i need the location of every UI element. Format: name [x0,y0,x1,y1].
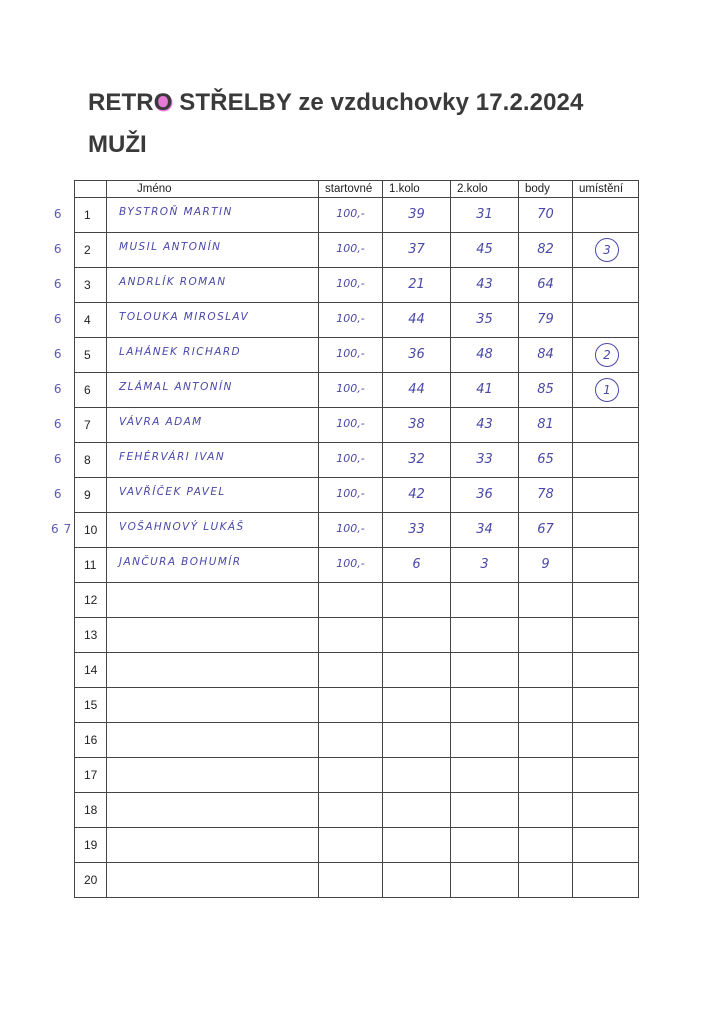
points-cell [519,303,573,338]
points-cell [519,478,573,513]
name-cell [107,863,319,898]
margin-note: 6 [53,487,63,501]
page-title [88,88,583,118]
entry-fee: 100,- [336,207,365,220]
table-row [75,863,639,898]
name-cell [107,618,319,653]
table-row [75,233,639,268]
points-cell [519,408,573,443]
points-cell [519,338,573,373]
fee-cell [319,478,383,513]
fee-cell [319,373,383,408]
round1-cell [383,443,451,478]
round2-cell [451,198,519,233]
round2-score: 33 [476,452,493,467]
name-cell [107,198,319,233]
row-number-cell [53,233,107,268]
row-number: 6 [84,383,91,397]
points-cell [519,198,573,233]
fee-cell [319,758,383,793]
entry-fee: 100,- [336,242,365,255]
table-row [75,408,639,443]
placement-circle: 3 [595,238,619,262]
name-cell [107,548,319,583]
name-cell [107,338,319,373]
round1-cell [383,268,451,303]
total-points: 78 [537,487,554,502]
round2-cell [451,723,519,758]
round1-score: 44 [408,312,425,327]
placement-cell [573,618,639,653]
row-number: 9 [84,488,91,502]
competitor-name: VÁVRA ADAM [119,416,203,428]
competitor-name: VAVŘÍČEK PAVEL [119,486,226,498]
competitor-name: ZLÁMAL ANTONÍN [119,381,233,393]
round1-score: 33 [408,522,425,537]
row-number-cell [75,758,107,793]
row-number: 14 [84,663,98,677]
placement-cell [573,513,639,548]
entry-fee: 100,- [336,347,365,360]
placement-cell [573,723,639,758]
placement-cell [573,758,639,793]
points-cell [519,548,573,583]
placement-cell [573,688,639,723]
table-row [75,513,639,548]
row-number-cell [53,443,107,478]
row-number: 12 [84,593,98,607]
row-number-cell [53,198,107,233]
placement-circle: 1 [595,378,619,402]
round1-cell [383,828,451,863]
round2-score: 48 [476,347,493,362]
table-row [75,303,639,338]
placement-cell [573,268,639,303]
round2-score: 31 [476,207,493,222]
round1-cell [383,583,451,618]
placement-cell [573,828,639,863]
round2-cell [451,408,519,443]
results-table [51,180,639,898]
row-number: 20 [84,873,98,887]
row-number: 4 [84,313,91,327]
points-cell [519,233,573,268]
header-number [75,181,107,198]
round2-score: 43 [476,417,493,432]
table-row [75,478,639,513]
points-cell [519,688,573,723]
round1-score: 32 [408,452,425,467]
round2-cell [451,373,519,408]
entry-fee: 100,- [336,487,365,500]
placement-cell [573,863,639,898]
round2-cell [451,268,519,303]
margin-note: 6 [53,417,63,431]
row-number: 1 [84,208,91,222]
fee-cell [319,548,383,583]
name-cell [107,478,319,513]
round1-cell [383,338,451,373]
margin-note: 6 [53,207,63,221]
round1-score: 6 [412,557,421,572]
round2-cell [451,303,519,338]
fee-cell [319,688,383,723]
round1-cell [383,793,451,828]
competitor-name: LAHÁNEK RICHARD [119,346,242,358]
name-cell [107,828,319,863]
fee-cell [319,618,383,653]
name-cell [107,268,319,303]
placement-cell [573,583,639,618]
competitor-name: JANČURA BOHUMÍR [119,556,242,568]
total-points: 65 [537,452,554,467]
total-points: 67 [537,522,554,537]
round1-score: 42 [408,487,425,502]
table-row [75,618,639,653]
round2-score: 34 [476,522,493,537]
round2-score: 45 [476,242,493,257]
row-number: 15 [84,698,98,712]
points-cell [519,723,573,758]
row-number-cell [75,863,107,898]
table-row [75,583,639,618]
fee-cell [319,198,383,233]
round2-cell [451,828,519,863]
round2-cell [451,863,519,898]
entry-fee: 100,- [336,417,365,430]
row-number-cell [53,408,107,443]
round2-cell [451,233,519,268]
name-cell [107,688,319,723]
entry-fee: 100,- [336,312,365,325]
placement-cell [573,408,639,443]
placement-cell [573,793,639,828]
total-points: 84 [537,347,554,362]
round2-score: 35 [476,312,493,327]
round2-cell [451,513,519,548]
fee-cell [319,793,383,828]
name-cell [107,303,319,338]
points-cell [519,618,573,653]
entry-fee: 100,- [336,452,365,465]
round1-cell [383,303,451,338]
round1-cell [383,513,451,548]
row-number-cell [53,478,107,513]
round1-cell [383,723,451,758]
name-cell [107,793,319,828]
table-row [75,443,639,478]
row-number-cell [75,653,107,688]
round2-cell [451,653,519,688]
points-cell [519,373,573,408]
round1-score: 36 [408,347,425,362]
competitor-name: ANDRLÍK ROMAN [119,276,227,288]
competitor-name: VOŠAHNOVÝ LUKÁŠ [119,521,245,533]
points-cell [519,828,573,863]
row-number: 19 [84,838,98,852]
name-cell [107,513,319,548]
entry-fee: 100,- [336,382,365,395]
placement-circle: 2 [595,343,619,367]
round2-score: 43 [476,277,493,292]
round2-cell [451,793,519,828]
margin-note: 6 7 [51,522,72,536]
round1-cell [383,618,451,653]
row-number-cell [51,513,107,548]
round1-cell [383,548,451,583]
fee-cell [319,653,383,688]
round1-cell [383,233,451,268]
row-number-cell [75,828,107,863]
round2-score: 41 [476,382,493,397]
round2-cell [451,583,519,618]
fee-cell [319,863,383,898]
placement-cell [573,198,639,233]
category-heading: MUŽI [88,131,147,158]
row-number: 10 [84,523,98,537]
name-cell [107,653,319,688]
fee-cell [319,513,383,548]
points-cell [519,268,573,303]
round1-cell [383,688,451,723]
points-cell [519,758,573,793]
placement-cell [573,478,639,513]
round2-cell [451,688,519,723]
round1-score: 44 [408,382,425,397]
fee-cell [319,338,383,373]
header-points: body [519,181,573,198]
name-cell [107,233,319,268]
round2-cell [451,618,519,653]
table-row [75,373,639,408]
row-number-cell [75,793,107,828]
placement-cell [573,338,639,373]
name-cell [107,583,319,618]
fee-cell [319,408,383,443]
total-points: 81 [537,417,554,432]
row-number-cell [75,723,107,758]
row-number-cell [75,548,107,583]
row-number: 11 [84,558,97,572]
table-row [75,688,639,723]
round1-cell [383,653,451,688]
round1-cell [383,408,451,443]
table-row [75,758,639,793]
row-number: 13 [84,628,98,642]
table-row [75,268,639,303]
name-cell [107,373,319,408]
row-number-cell [53,303,107,338]
row-number: 18 [84,803,98,817]
round1-cell [383,758,451,793]
entry-fee: 100,- [336,522,365,535]
table-row [75,653,639,688]
placement-cell [573,653,639,688]
fee-cell [319,828,383,863]
placement-cell [573,548,639,583]
competitor-name: TOLOUKA MIROSLAV [119,311,250,323]
name-cell [107,723,319,758]
highlighted-title-letter: O [153,89,173,116]
table-row [75,793,639,828]
round2-score: 36 [476,487,493,502]
points-cell [519,793,573,828]
entry-fee: 100,- [336,557,365,570]
competitor-name: FEHÉRVÁRI IVAN [119,451,226,463]
row-number: 7 [84,418,91,432]
header-round2: 2.kolo [451,181,519,198]
fee-cell [319,268,383,303]
row-number: 3 [84,278,91,292]
round1-score: 39 [408,207,425,222]
header-name: Jméno [107,181,319,198]
round1-cell [383,863,451,898]
table-row [75,338,639,373]
margin-note: 6 [53,277,63,291]
title-part-after-mark: STŘELBY ze vzduchovky 17.2.2024 [172,89,584,116]
margin-note: 6 [53,452,63,466]
table-body [51,198,639,898]
total-points: 79 [537,312,554,327]
header-round1: 1.kolo [383,181,451,198]
margin-note: 6 [53,382,63,396]
points-cell [519,513,573,548]
round1-score: 21 [408,277,425,292]
round1-cell [383,198,451,233]
row-number-cell [53,268,107,303]
fee-cell [319,723,383,758]
row-number-cell [75,688,107,723]
fee-cell [319,443,383,478]
margin-note: 6 [53,347,63,361]
total-points: 70 [537,207,554,222]
margin-note: 6 [53,312,63,326]
name-cell [107,443,319,478]
total-points: 82 [537,242,554,257]
round1-cell [383,478,451,513]
header-placement: umístění [573,181,639,198]
placement-cell [573,233,639,268]
row-number: 17 [84,768,98,782]
row-number: 8 [84,453,91,467]
round2-cell [451,478,519,513]
fee-cell [319,233,383,268]
table-header-row [75,181,639,198]
row-number: 2 [84,243,91,257]
competitor-name: BYSTROŇ MARTIN [119,206,233,218]
round2-cell [451,548,519,583]
name-cell [107,758,319,793]
total-points: 85 [537,382,554,397]
table-row [75,198,639,233]
name-cell [107,408,319,443]
placement-cell [573,443,639,478]
round2-cell [451,338,519,373]
round1-score: 37 [408,242,425,257]
margin-note: 6 [53,242,63,256]
points-cell [519,863,573,898]
competitor-name: MUSIL ANTONÍN [119,241,222,253]
round2-score: 3 [480,557,489,572]
total-points: 64 [537,277,554,292]
total-points: 9 [541,557,550,572]
placement-cell [573,303,639,338]
points-cell [519,583,573,618]
round2-cell [451,443,519,478]
points-cell [519,653,573,688]
table-row [75,548,639,583]
row-number-cell [53,338,107,373]
row-number: 16 [84,733,98,747]
entry-fee: 100,- [336,277,365,290]
round2-cell [451,758,519,793]
placement-cell [573,373,639,408]
table-row [75,828,639,863]
row-number-cell [75,618,107,653]
table-row [75,723,639,758]
row-number: 5 [84,348,91,362]
row-number-cell [53,373,107,408]
round1-score: 38 [408,417,425,432]
fee-cell [319,583,383,618]
round1-cell [383,373,451,408]
fee-cell [319,303,383,338]
points-cell [519,443,573,478]
title-part-before-mark: RETR [88,89,154,116]
header-fee: startovné [319,181,383,198]
row-number-cell [75,583,107,618]
